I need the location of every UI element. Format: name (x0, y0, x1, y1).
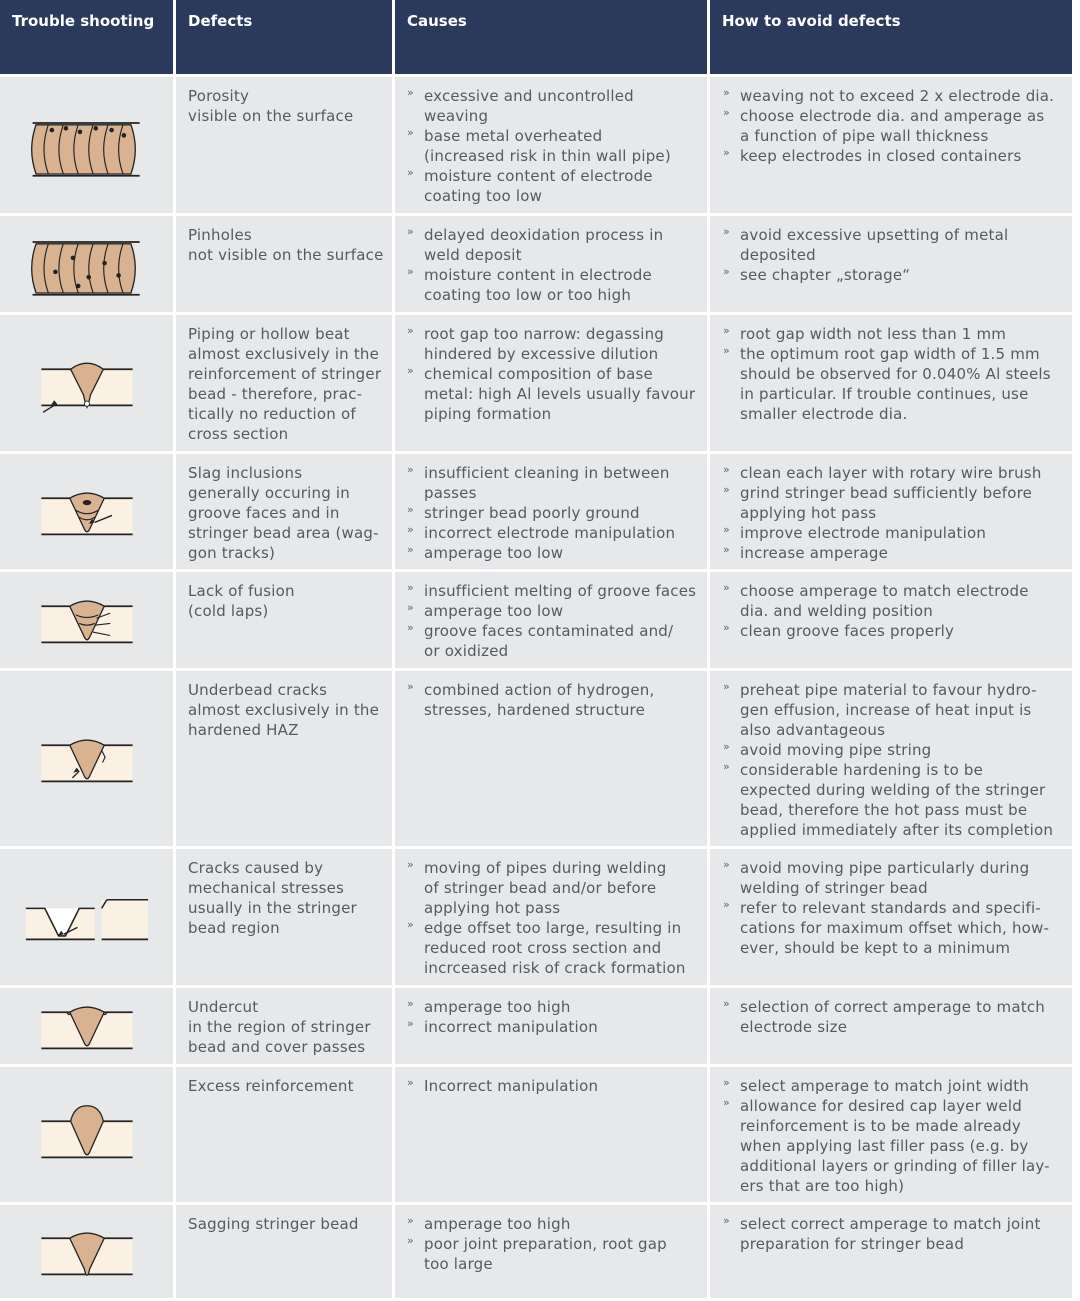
cause-item: » moving of pipes during welding of stringer bead and/or before applying hot pass (405, 858, 707, 918)
causes-list (405, 86, 707, 206)
defect-name: Pinholes (188, 226, 252, 244)
avoid-item: » allowance for desired cap layer weld reinforcement is to be made already when applying last filler pass (e.g. by additional layers or grinding of filler lay- ers that are too high) (721, 1096, 1072, 1196)
trouble-shooting-cell (0, 454, 173, 569)
mechanical-cracks-diagram (16, 886, 158, 948)
avoid-item: » the optimum root gap width of 1.5 mm should be observed for 0.040% Al steels in particular. If trouble continues, use smaller electrode dia. (721, 344, 1072, 424)
defect-description: in the region of stringer bead and cover passes (188, 1018, 371, 1056)
underbead-cracks-diagram (34, 728, 140, 790)
undercut-diagram (34, 995, 140, 1057)
defect-description: mechanical stresses usually in the stringer bead region (188, 879, 357, 937)
defect-cell (176, 1205, 392, 1298)
defect-description: almost exclusively in the hardened HAZ (188, 701, 380, 739)
excess-reinforcement-diagram (34, 1104, 140, 1166)
cause-item: » poor joint preparation, root gap too large (405, 1234, 707, 1274)
header-causes: Causes (395, 0, 707, 74)
avoid-item: » preheat pipe material to favour hydro- gen effusion, increase of heat input is also advantageous (721, 680, 1072, 740)
avoid-list (721, 324, 1072, 424)
causes-list (405, 858, 707, 978)
causes-list (405, 1214, 707, 1274)
table-row (0, 988, 1072, 1067)
causes-cell (395, 454, 707, 569)
slag-inclusions-diagram (34, 481, 140, 543)
avoid-cell (710, 454, 1072, 569)
avoid-item: » choose electrode dia. and amperage as a function of pipe wall thickness (721, 106, 1072, 146)
avoid-item: » weaving not to exceed 2 x electrode dia. (721, 86, 1072, 106)
causes-list (405, 581, 707, 661)
avoid-list (721, 581, 1072, 641)
piping-diagram (34, 352, 140, 414)
causes-cell (395, 849, 707, 985)
causes-list (405, 997, 707, 1037)
defect-cell (176, 77, 392, 213)
avoid-cell (710, 849, 1072, 985)
avoid-item: » avoid moving pipe string (721, 740, 1072, 760)
causes-cell (395, 572, 707, 668)
avoid-cell (710, 1067, 1072, 1202)
cause-item: » amperage too low (405, 601, 707, 621)
avoid-list (721, 1214, 1072, 1254)
defect-name: Slag inclusions (188, 464, 303, 482)
defect-description: (cold laps) (188, 602, 269, 620)
avoid-list (721, 680, 1072, 840)
defect-cell (176, 216, 392, 312)
defect-cell (176, 1067, 392, 1202)
cause-item: » base metal overheated (increased risk in thin wall pipe) (405, 126, 707, 166)
avoid-item: » choose amperage to match electrode dia. and welding position (721, 581, 1072, 621)
avoid-list (721, 997, 1072, 1037)
trouble-shooting-cell (0, 216, 173, 312)
defect-name: Porosity (188, 87, 250, 105)
avoid-list (721, 858, 1072, 958)
defect-cell (176, 315, 392, 451)
cause-item: » insufficient cleaning in between passes (405, 463, 707, 503)
avoid-item: » select correct amperage to match joint preparation for stringer bead (721, 1214, 1072, 1254)
table-row (0, 1205, 1072, 1301)
table-row (0, 671, 1072, 849)
sagging-stringer-bead-diagram (34, 1221, 140, 1283)
cause-item: » Incorrect manipulation (405, 1076, 707, 1096)
avoid-cell (710, 671, 1072, 846)
trouble-shooting-cell (0, 988, 173, 1064)
cause-item: » moisture content of electrode coating too low (405, 166, 707, 206)
avoid-item: » grind stringer bead sufficiently before applying hot pass (721, 483, 1072, 523)
cause-item: » delayed deoxidation process in weld deposit (405, 225, 707, 265)
cause-item: » amperage too high (405, 1214, 707, 1234)
defect-name: Undercut (188, 998, 259, 1016)
table-row (0, 454, 1072, 572)
cause-item: » excessive and uncontrolled weaving (405, 86, 707, 126)
table-row (0, 849, 1072, 988)
cause-item: » amperage too low (405, 543, 707, 563)
cause-item: » root gap too narrow: degassing hindered by excessive dilution (405, 324, 707, 364)
defect-name: Piping or hollow beat (188, 325, 350, 343)
cause-item: » moisture content in electrode coating too low or too high (405, 265, 707, 305)
causes-cell (395, 77, 707, 213)
porosity-surface-diagram (17, 109, 157, 181)
defect-description: almost exclusively in the reinforcement of stringer bead - therefore, prac- tically no reduction of cross section (188, 345, 382, 443)
avoid-item: » keep electrodes in closed containers (721, 146, 1072, 166)
cause-item: » incorrect electrode manipulation (405, 523, 707, 543)
defect-name: Excess reinforcement (188, 1077, 354, 1095)
cause-item: » combined action of hydrogen, stresses, hardened structure (405, 680, 707, 720)
avoid-cell (710, 77, 1072, 213)
causes-cell (395, 315, 707, 451)
avoid-list (721, 225, 1072, 285)
avoid-item: » clean each layer with rotary wire brush (721, 463, 1072, 483)
defect-name: Cracks caused by (188, 859, 324, 877)
causes-list (405, 463, 707, 563)
cause-item: » incorrect manipulation (405, 1017, 707, 1037)
defect-name: Underbead cracks (188, 681, 328, 699)
defect-cell (176, 572, 392, 668)
table-row (0, 315, 1072, 454)
avoid-item: » clean groove faces properly (721, 621, 1072, 641)
avoid-item: » select amperage to match joint width (721, 1076, 1072, 1096)
causes-cell (395, 988, 707, 1064)
avoid-item: » considerable hardening is to be expected during welding of the stringer bead, therefore the hot pass must be applied immediately after its completion (721, 760, 1072, 840)
avoid-item: » avoid excessive upsetting of metal deposited (721, 225, 1072, 265)
cause-item: » groove faces contaminated and/ or oxidized (405, 621, 707, 661)
avoid-item: » avoid moving pipe particularly during welding of stringer bead (721, 858, 1072, 898)
causes-cell (395, 1067, 707, 1202)
defect-name: Sagging stringer bead (188, 1215, 359, 1233)
avoid-item: » refer to relevant standards and specifi- cations for maximum offset which, how- ever, should be kept to a minimum (721, 898, 1072, 958)
header-how-to-avoid: How to avoid defects (710, 0, 1072, 74)
avoid-list (721, 1076, 1072, 1196)
pinholes-diagram (17, 228, 157, 300)
avoid-item: » increase amperage (721, 543, 1072, 563)
avoid-item: » improve electrode manipulation (721, 523, 1072, 543)
causes-list (405, 680, 707, 720)
avoid-item: » see chapter „storage“ (721, 265, 1072, 285)
defect-cell (176, 671, 392, 846)
avoid-item: » root gap width not less than 1 mm (721, 324, 1072, 344)
causes-list (405, 1076, 707, 1096)
header-trouble-shooting: Trouble shooting (0, 0, 173, 74)
trouble-shooting-cell (0, 572, 173, 668)
defect-cell (176, 988, 392, 1064)
causes-list (405, 225, 707, 305)
defect-description: generally occuring in groove faces and in stringer bead area (wag- gon tracks) (188, 484, 379, 562)
table-row (0, 216, 1072, 315)
avoid-list (721, 463, 1072, 563)
avoid-cell (710, 315, 1072, 451)
lack-of-fusion-diagram (34, 589, 140, 651)
table-row (0, 77, 1072, 216)
table-header-row (0, 0, 1072, 74)
causes-cell (395, 1205, 707, 1298)
trouble-shooting-cell (0, 77, 173, 213)
causes-list (405, 324, 707, 424)
table-row (0, 572, 1072, 671)
avoid-cell (710, 988, 1072, 1064)
avoid-list (721, 86, 1072, 166)
cause-item: » amperage too high (405, 997, 707, 1017)
defect-cell (176, 849, 392, 985)
avoid-cell (710, 216, 1072, 312)
table-row (0, 1067, 1072, 1205)
trouble-shooting-cell (0, 849, 173, 985)
cause-item: » stringer bead poorly ground (405, 503, 707, 523)
defect-name: Lack of fusion (188, 582, 295, 600)
avoid-item: » selection of correct amperage to match electrode size (721, 997, 1072, 1037)
causes-cell (395, 216, 707, 312)
cause-item: » insufficient melting of groove faces (405, 581, 707, 601)
avoid-cell (710, 572, 1072, 668)
trouble-shooting-cell (0, 671, 173, 846)
avoid-cell (710, 1205, 1072, 1298)
causes-cell (395, 671, 707, 846)
cause-item: » chemical composition of base metal: high Al levels usually favour piping formation (405, 364, 707, 424)
defect-cell (176, 454, 392, 569)
trouble-shooting-cell (0, 315, 173, 451)
cause-item: » edge offset too large, resulting in reduced root cross section and incrceased risk of crack formation (405, 918, 707, 978)
defect-description: visible on the surface (188, 107, 354, 125)
trouble-shooting-cell (0, 1205, 173, 1298)
trouble-shooting-cell (0, 1067, 173, 1202)
defect-description: not visible on the surface (188, 246, 384, 264)
header-defects: Defects (176, 0, 392, 74)
